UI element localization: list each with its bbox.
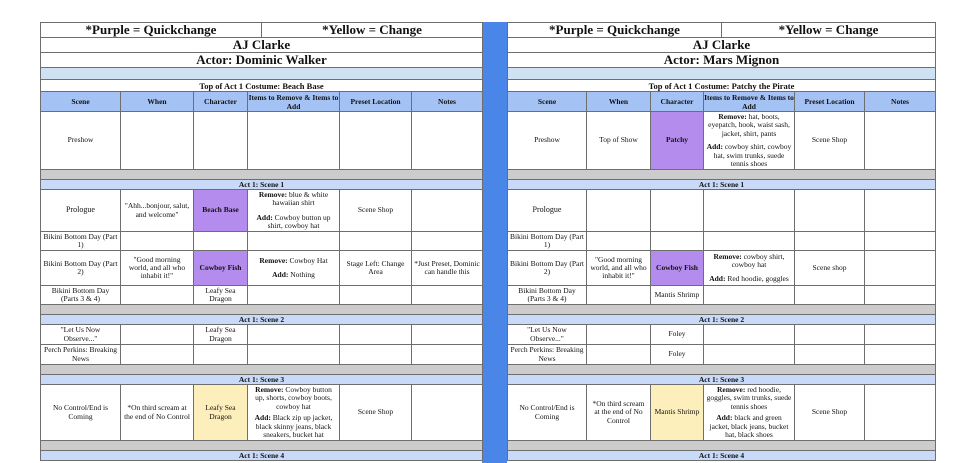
scene-cell[interactable]: Preshow (507, 112, 587, 170)
add-label: Add: (256, 212, 273, 222)
add-label: Add: (706, 142, 723, 152)
character-cell[interactable]: Foley (651, 345, 704, 365)
col-character[interactable]: Character (194, 92, 248, 112)
add-text: Red hoodie, goggles (725, 274, 789, 284)
remove-label: Remove: (259, 255, 288, 265)
notes-cell[interactable] (865, 190, 936, 232)
add-label: Add: (709, 274, 726, 284)
crew-name[interactable]: AJ Clarke (507, 38, 936, 53)
add-text: black and green jacket, black jeans, bucket hat, black shoes (709, 413, 789, 439)
notes-cell[interactable] (412, 385, 483, 441)
preset-cell[interactable] (795, 190, 865, 232)
remove-text: red hoodie, goggles, swim trunks, suede tennis shoes (706, 385, 792, 411)
scene-heading[interactable]: Act 1: Scene 1 (40, 180, 483, 190)
scene-cell[interactable]: Prologue (40, 190, 121, 232)
preset-cell[interactable] (340, 325, 412, 345)
table-row (507, 190, 936, 232)
col-notes[interactable]: Notes (412, 92, 483, 112)
remove-label: Remove: (717, 385, 746, 394)
scene-heading[interactable]: Act 1: Scene 2 (40, 315, 483, 325)
remove-label: Remove: (258, 190, 288, 199)
scene-heading[interactable]: Act 1: Scene 4 (40, 451, 483, 461)
scene-heading[interactable]: Act 1: Scene 4 (507, 451, 936, 461)
costume-sheet-mars (507, 22, 936, 461)
preset-cell[interactable] (340, 232, 412, 251)
remove-text: Cowboy button up, shorts, cowboy boots, cowboy hat (255, 385, 332, 411)
starting-costume[interactable]: Top of Act 1 Costume: Patchy the Pirate (507, 80, 936, 92)
table-row (40, 190, 483, 232)
add-text: Black zip up jacket, black skinny jeans, black sneakers, bucket hat (255, 413, 333, 439)
table-row (507, 325, 936, 345)
notes-cell[interactable] (865, 232, 936, 251)
divider-row (40, 170, 483, 180)
notes-cell[interactable] (865, 345, 936, 365)
character-cell[interactable]: Leafy Sea Dragon (194, 286, 248, 305)
character-cell[interactable]: Leafy Sea Dragon (194, 325, 248, 345)
when-cell[interactable]: Top of Show (587, 112, 651, 170)
add-text: Cowboy button up shirt, cowboy hat (267, 212, 331, 230)
when-cell[interactable]: *On third scream at the end of No Control (587, 385, 651, 441)
scene-heading[interactable]: Act 1: Scene 3 (507, 375, 936, 385)
preset-cell[interactable]: Scene Shop (795, 385, 865, 441)
spacer-cell[interactable] (507, 68, 936, 80)
scene-cell[interactable]: Preshow (40, 112, 121, 170)
when-cell[interactable]: *On third scream at the end of No Control (121, 385, 194, 441)
when-cell[interactable] (121, 325, 194, 345)
when-cell[interactable] (587, 232, 651, 251)
scene-cell[interactable]: Bikini Bottom Day (Part 2) (40, 251, 121, 286)
table-row (40, 385, 483, 441)
scene-cell[interactable]: No Control/End is Coming (507, 385, 587, 441)
scene-cell[interactable]: Perch Perkins: Breaking News (507, 345, 587, 365)
col-preset[interactable]: Preset Location (795, 92, 865, 112)
character-cell[interactable] (651, 232, 704, 251)
remove-text: cowboy shirt, cowboy hat (731, 251, 785, 269)
legend-row (40, 22, 483, 38)
table-row (40, 232, 483, 251)
col-scene[interactable]: Scene (507, 92, 587, 112)
items-cell[interactable] (704, 286, 795, 305)
character-cell[interactable]: Cowboy Fish (194, 251, 248, 286)
items-cell[interactable] (704, 112, 795, 170)
when-cell[interactable] (587, 345, 651, 365)
items-cell[interactable] (704, 232, 795, 251)
preset-cell[interactable] (340, 286, 412, 305)
notes-cell[interactable] (865, 325, 936, 345)
preset-cell[interactable] (795, 345, 865, 365)
actor-name[interactable]: Actor: Mars Mignon (507, 53, 936, 68)
table-row (507, 232, 936, 251)
col-preset[interactable]: Preset Location (340, 92, 412, 112)
notes-cell[interactable] (412, 286, 483, 305)
table-row (507, 286, 936, 305)
character-cell[interactable]: Cowboy Fish (651, 251, 704, 286)
remove-text: hat, boots, eyepatch, hook, waist sash, jacket, shirt, pants (708, 112, 790, 138)
table-row (40, 251, 483, 286)
notes-cell[interactable] (412, 325, 483, 345)
notes-cell[interactable] (865, 112, 936, 170)
remove-label: Remove: (713, 251, 742, 261)
notes-cell[interactable] (865, 251, 936, 286)
add-label: Add: (716, 413, 733, 423)
character-cell[interactable]: Beach Base (194, 190, 248, 232)
table-row (507, 112, 936, 170)
add-text: cowboy shirt, cowboy hat, swim trunks, suede tennis shoes (713, 142, 792, 168)
starting-costume[interactable]: Top of Act 1 Costume: Beach Base (40, 80, 483, 92)
notes-cell[interactable] (412, 345, 483, 365)
scene-cell[interactable]: Prologue (507, 190, 587, 232)
scene-cell[interactable]: Perch Perkins: Breaking News (40, 345, 121, 365)
scene-cell[interactable]: "Let Us Now Observe..." (40, 325, 121, 345)
col-items[interactable]: Items to Remove & Items to Add (248, 92, 339, 111)
preset-cell[interactable] (795, 325, 865, 345)
table-row (40, 112, 483, 170)
notes-cell[interactable] (865, 286, 936, 305)
character-cell[interactable] (194, 112, 248, 170)
scene-heading[interactable]: Act 1: Scene 3 (40, 375, 483, 385)
notes-cell[interactable] (412, 232, 483, 251)
divider-row (40, 365, 483, 375)
table-row (40, 286, 483, 305)
table-row (40, 345, 483, 365)
notes-cell[interactable] (865, 385, 936, 441)
table-row (507, 385, 936, 441)
items-cell[interactable] (248, 345, 340, 365)
items-cell[interactable] (704, 345, 795, 365)
divider-row (507, 170, 936, 180)
scene-heading[interactable]: Act 1: Scene 1 (507, 180, 936, 190)
when-cell[interactable] (587, 190, 651, 232)
character-cell[interactable] (194, 232, 248, 251)
add-label: Add: (254, 413, 271, 423)
column-headers (40, 92, 483, 112)
when-cell[interactable]: "Good morning world, and all who inhabit it!" (587, 251, 651, 286)
remove-text: Cowboy Hat (287, 255, 328, 265)
items-cell[interactable] (704, 190, 795, 232)
character-cell[interactable]: Patchy (651, 112, 704, 170)
divider-row (40, 441, 483, 451)
items-cell[interactable] (248, 385, 340, 441)
when-cell[interactable]: "Ahh...bonjour, salut, and welcome" (121, 190, 194, 232)
col-scene[interactable]: Scene (40, 92, 121, 112)
divider-row (40, 305, 483, 315)
items-cell[interactable] (248, 286, 340, 305)
preset-cell[interactable]: Scene shop (795, 251, 865, 286)
scene-cell[interactable]: Bikini Bottom Day (Parts 3 & 4) (40, 286, 121, 305)
preset-cell[interactable]: Scene Shop (340, 190, 412, 232)
items-cell[interactable] (704, 251, 795, 286)
preset-cell[interactable] (340, 345, 412, 365)
character-cell[interactable]: Foley (651, 325, 704, 345)
scene-heading[interactable]: Act 1: Scene 2 (507, 315, 936, 325)
legend-purple[interactable]: *Purple = Quickchange (40, 22, 262, 38)
col-notes[interactable]: Notes (865, 92, 936, 112)
scene-cell[interactable]: Bikini Bottom Day (Parts 3 & 4) (507, 286, 587, 305)
preset-cell[interactable] (795, 286, 865, 305)
items-cell[interactable] (704, 325, 795, 345)
character-cell[interactable]: Mantis Shrimp (651, 286, 704, 305)
preset-cell[interactable]: Scene Shop (340, 385, 412, 441)
table-row (507, 345, 936, 365)
col-when[interactable]: When (587, 92, 651, 112)
items-cell[interactable] (704, 385, 795, 441)
when-cell[interactable] (587, 325, 651, 345)
items-cell[interactable] (248, 112, 340, 170)
notes-cell[interactable] (412, 112, 483, 170)
actor-name[interactable]: Actor: Dominic Walker (40, 53, 483, 68)
character-cell[interactable] (194, 345, 248, 365)
add-text: Nothing (288, 270, 315, 279)
scene-cell[interactable]: "Let Us Now Observe..." (507, 325, 587, 345)
when-cell[interactable] (587, 286, 651, 305)
legend-row (507, 22, 936, 38)
remove-text: blue & white hawaiian shirt (272, 190, 329, 208)
costume-sheet-dominic (40, 22, 483, 461)
remove-label: Remove: (255, 385, 284, 394)
sheet-divider (482, 22, 507, 463)
spacer-cell[interactable] (40, 68, 483, 80)
when-cell[interactable]: "Good morning world, and all who inhabit it!" (121, 251, 194, 286)
column-headers (507, 92, 936, 112)
remove-label: Remove: (718, 112, 747, 121)
col-character[interactable]: Character (651, 92, 704, 112)
scene-cell[interactable]: Bikini Bottom Day (Part 1) (507, 232, 587, 251)
items-cell[interactable] (248, 232, 340, 251)
items-cell[interactable] (248, 251, 340, 286)
items-cell[interactable] (248, 190, 340, 232)
notes-cell[interactable]: *Just Preset, Dominic can handle this (412, 251, 483, 286)
scene-cell[interactable]: No Control/End is Coming (40, 385, 121, 441)
items-cell[interactable] (248, 325, 340, 345)
when-cell[interactable] (121, 112, 194, 170)
preset-cell[interactable]: Stage Left: Change Area (340, 251, 412, 286)
character-cell[interactable] (651, 190, 704, 232)
notes-cell[interactable] (412, 190, 483, 232)
preset-cell[interactable]: Scene Shop (795, 112, 865, 170)
legend-purple[interactable]: *Purple = Quickchange (507, 22, 722, 38)
character-cell[interactable]: Mantis Shrimp (651, 385, 704, 441)
divider-row (507, 305, 936, 315)
crew-name[interactable]: AJ Clarke (40, 38, 483, 53)
preset-cell[interactable] (340, 112, 412, 170)
table-row (40, 325, 483, 345)
divider-row (507, 441, 936, 451)
table-row (507, 251, 936, 286)
divider-row (507, 365, 936, 375)
when-cell[interactable] (121, 286, 194, 305)
character-cell[interactable]: Leafy Sea Dragon (194, 385, 248, 441)
scene-cell[interactable]: Bikini Bottom Day (Part 2) (507, 251, 587, 286)
when-cell[interactable] (121, 345, 194, 365)
scene-cell[interactable]: Bikini Bottom Day (Part 1) (40, 232, 121, 251)
legend-yellow[interactable]: *Yellow = Change (262, 22, 483, 38)
col-items[interactable]: Items to Remove & Items to Add (704, 92, 794, 111)
legend-yellow[interactable]: *Yellow = Change (722, 22, 936, 38)
col-when[interactable]: When (121, 92, 194, 112)
when-cell[interactable] (121, 232, 194, 251)
preset-cell[interactable] (795, 232, 865, 251)
add-label: Add: (272, 270, 289, 279)
